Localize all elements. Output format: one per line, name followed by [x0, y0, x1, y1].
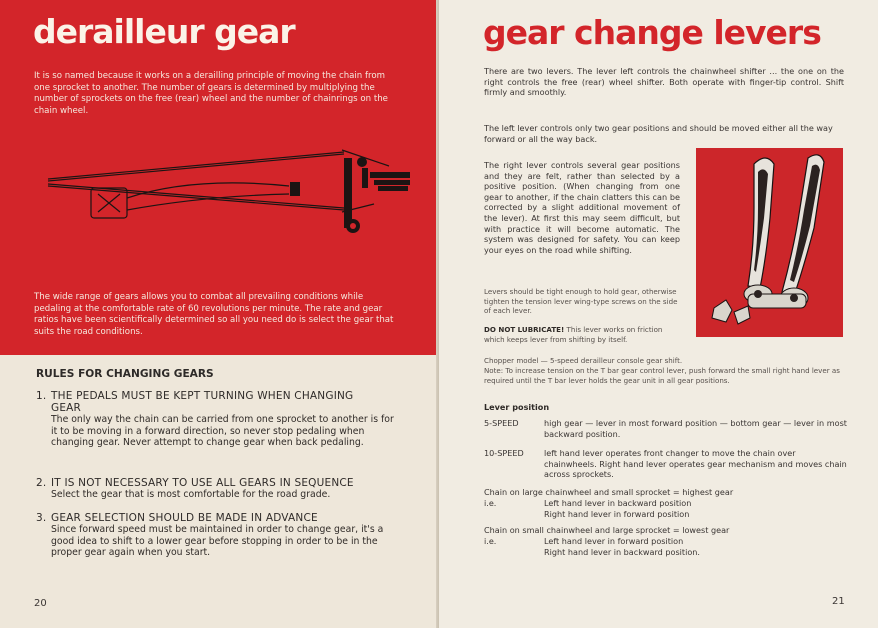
speed-label: 10-SPEED: [484, 448, 524, 458]
levers-intro: There are two levers. The lever left controls the chainwheel shifter ... the one on the right controls the free (rear) wheel shifter. Both operate with finger-tip control. Shift firmly and smoothly.: [484, 66, 844, 98]
ie-label: i.e.: [484, 536, 497, 546]
lowest-gear-line: Chain on small chainwheel and large sprocket = lowest gear: [484, 525, 730, 535]
lever-instruction: Right hand lever in backward position.: [544, 547, 701, 557]
rule-1: [36, 390, 402, 449]
gear-lever-drawing: [696, 148, 843, 337]
lever-tension-text: Levers should be tight enough to hold gear, otherwise tighten the tension lever wing-type screws on the side of each lever.: [484, 287, 678, 316]
rules-title: RULES FOR CHANGING GEARS: [36, 368, 214, 380]
derailleur-intro: It is so named because it works on a derailling principle of moving the chain from one sprocket to another. The number of gears is determined by multiplying the number of sprockets on the free (rear) wheel and the number of chainrings on the chain wheel.: [34, 71, 388, 116]
rule-heading: IT IS NOT NECESSARY TO USE ALL GEARS IN SEQUENCE: [51, 477, 354, 489]
left-page-number: 20: [34, 598, 47, 609]
rule-2: [36, 477, 402, 501]
no-lubricate-text: [484, 325, 684, 344]
ten-speed-row: [484, 448, 850, 480]
rule-body: The only way the chain can be carried from one sprocket to another is for it to be moving in a forward direction, so never stop pedaling when changing gear. Never attempt to change gear when back pedaling.: [51, 414, 394, 449]
highest-gear-right: [484, 509, 850, 520]
rule-number: 2.: [36, 477, 47, 489]
lever-position-title: Lever position: [484, 402, 550, 412]
rule-number: 1.: [36, 390, 47, 402]
rule-heading-cont: GEAR: [51, 402, 82, 414]
no-lubricate-detail: This lever works on friction which keeps lever from shifting by itself.: [484, 325, 663, 344]
rule-3: [36, 512, 402, 559]
speed-text: high gear — lever in most forward position — bottom gear — lever in most backward position.: [544, 418, 847, 439]
rule-body: Select the gear that is most comfortable for the road grade.: [51, 489, 331, 500]
gear-levers-photo: [696, 148, 843, 337]
right-page-heading: gear change levers: [483, 13, 821, 52]
highest-gear-left: [484, 498, 850, 509]
left-page-heading: derailleur gear: [33, 12, 295, 51]
rule-heading: GEAR SELECTION SHOULD BE MADE IN ADVANCE: [51, 512, 318, 524]
speed-label: 5-SPEED: [484, 418, 519, 428]
rule-body: Since forward speed must be maintained in order to change gear, it's a good idea to shift to a lower gear before stopping in order to be in the proper gear again when you start.: [51, 524, 384, 559]
lowest-gear-left: [484, 536, 850, 547]
derailleur-illustration: [44, 146, 418, 246]
lever-instruction: Left hand lever in forward position: [544, 536, 684, 546]
ie-label: i.e.: [484, 498, 497, 508]
lowest-gear-right: [484, 547, 850, 558]
lever-instruction: Left hand lever in backward position: [544, 498, 692, 508]
right-page-number: 21: [832, 596, 845, 607]
chopper-model-text: Chopper model — 5-speed derailleur console gear shift.: [484, 356, 683, 365]
gear-range-text: The wide range of gears allows you to combat all prevailing conditions while pedaling at the comfortable rate of 60 revolutions per minute. The rate and gear ratios have been scientifically determined so all you need do is select the gear that suits the road conditions.: [34, 292, 394, 337]
highest-gear-line: Chain on large chainwheel and small sprocket = highest gear: [484, 487, 734, 497]
no-lubricate-warning: DO NOT LUBRICATE!: [484, 325, 565, 334]
rule-number: 3.: [36, 512, 47, 524]
lever-instruction: Right hand lever in forward position: [544, 509, 690, 519]
five-speed-row: [484, 418, 850, 439]
right-lever-text: The right lever controls several gear positions and they are felt, rather than selected by a positive position. (When changing from one gear to another, if the chain clatters this can be corrected by a slight additional movement of the lever). At first this may seem difficult, but with practice it will become automatic. The system was designed for safety. You can keep your eyes on the road while shifting.: [484, 160, 680, 255]
speed-text: left hand lever operates front changer to move the chain over chainwheels. Right hand lever operates gear mechanism and moves chain across sprockets.: [544, 448, 847, 480]
rule-heading: THE PEDALS MUST BE KEPT TURNING WHEN CHANGING: [51, 390, 354, 402]
left-lever-text: The left lever controls only two gear positions and should be moved either all the way forward or all the way back.: [484, 123, 833, 144]
tension-note: Note: To increase tension on the T bar gear control lever, push forward the small right hand lever as required until the T bar lever holds the gear unit in all gear positions.: [484, 366, 840, 385]
